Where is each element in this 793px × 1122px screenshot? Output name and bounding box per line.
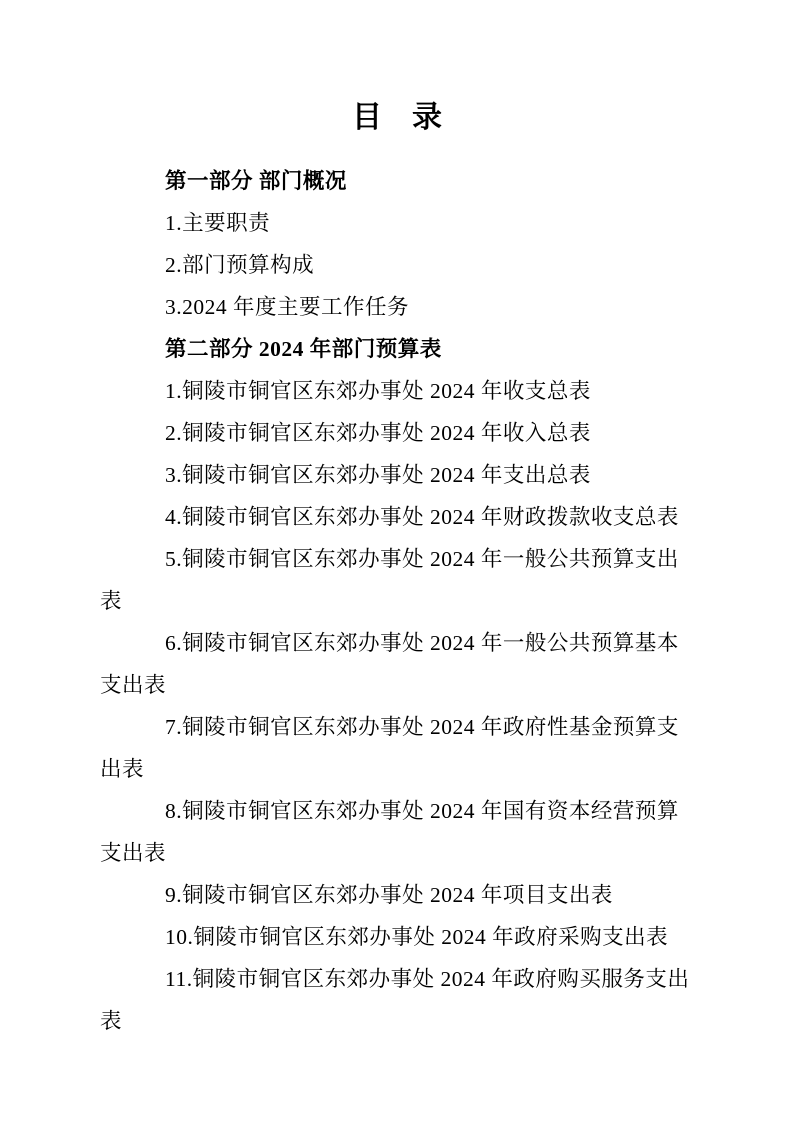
toc-entry-line: 6.铜陵市铜官区东郊办事处 2024 年一般公共预算基本 [165, 631, 679, 655]
toc-entry-line: 2.铜陵市铜官区东郊办事处 2024 年收入总表 [165, 421, 591, 445]
toc-entry-line: 9.铜陵市铜官区东郊办事处 2024 年项目支出表 [165, 883, 613, 907]
toc-entry-line: 5.铜陵市铜官区东郊办事处 2024 年一般公共预算支出 [165, 547, 679, 571]
toc-entry-line: 1.主要职责 [165, 211, 271, 235]
toc-entry-line: 3.2024 年度主要工作任务 [165, 295, 410, 319]
toc-entry-line: 表 [100, 589, 123, 613]
toc-entry-line: 11.铜陵市铜官区东郊办事处 2024 年政府购买服务支出 [165, 967, 690, 991]
toc-section-heading: 第二部分 2024 年部门预算表 [165, 337, 442, 361]
toc-entry-line: 3.铜陵市铜官区东郊办事处 2024 年支出总表 [165, 463, 591, 487]
toc-entry-line: 4.铜陵市铜官区东郊办事处 2024 年财政拨款收支总表 [165, 505, 679, 529]
page-title: 目 录 [352, 101, 442, 134]
toc-entry-line: 10.铜陵市铜官区东郊办事处 2024 年政府采购支出表 [165, 925, 669, 949]
toc-list [100, 160, 694, 1042]
toc-entry-line: 1.铜陵市铜官区东郊办事处 2024 年收支总表 [165, 379, 591, 403]
toc-entry-line: 出表 [100, 757, 145, 781]
toc-entry-line: 8.铜陵市铜官区东郊办事处 2024 年国有资本经营预算 [165, 799, 679, 823]
toc-entry-line: 支出表 [100, 673, 167, 697]
toc-section-heading: 第一部分 部门概况 [165, 169, 347, 193]
toc-entry-line: 2.部门预算构成 [165, 253, 315, 277]
toc-entry-line: 7.铜陵市铜官区东郊办事处 2024 年政府性基金预算支 [165, 715, 679, 739]
toc-entry-line: 表 [100, 1009, 123, 1033]
toc-entry-line: 支出表 [100, 841, 167, 865]
